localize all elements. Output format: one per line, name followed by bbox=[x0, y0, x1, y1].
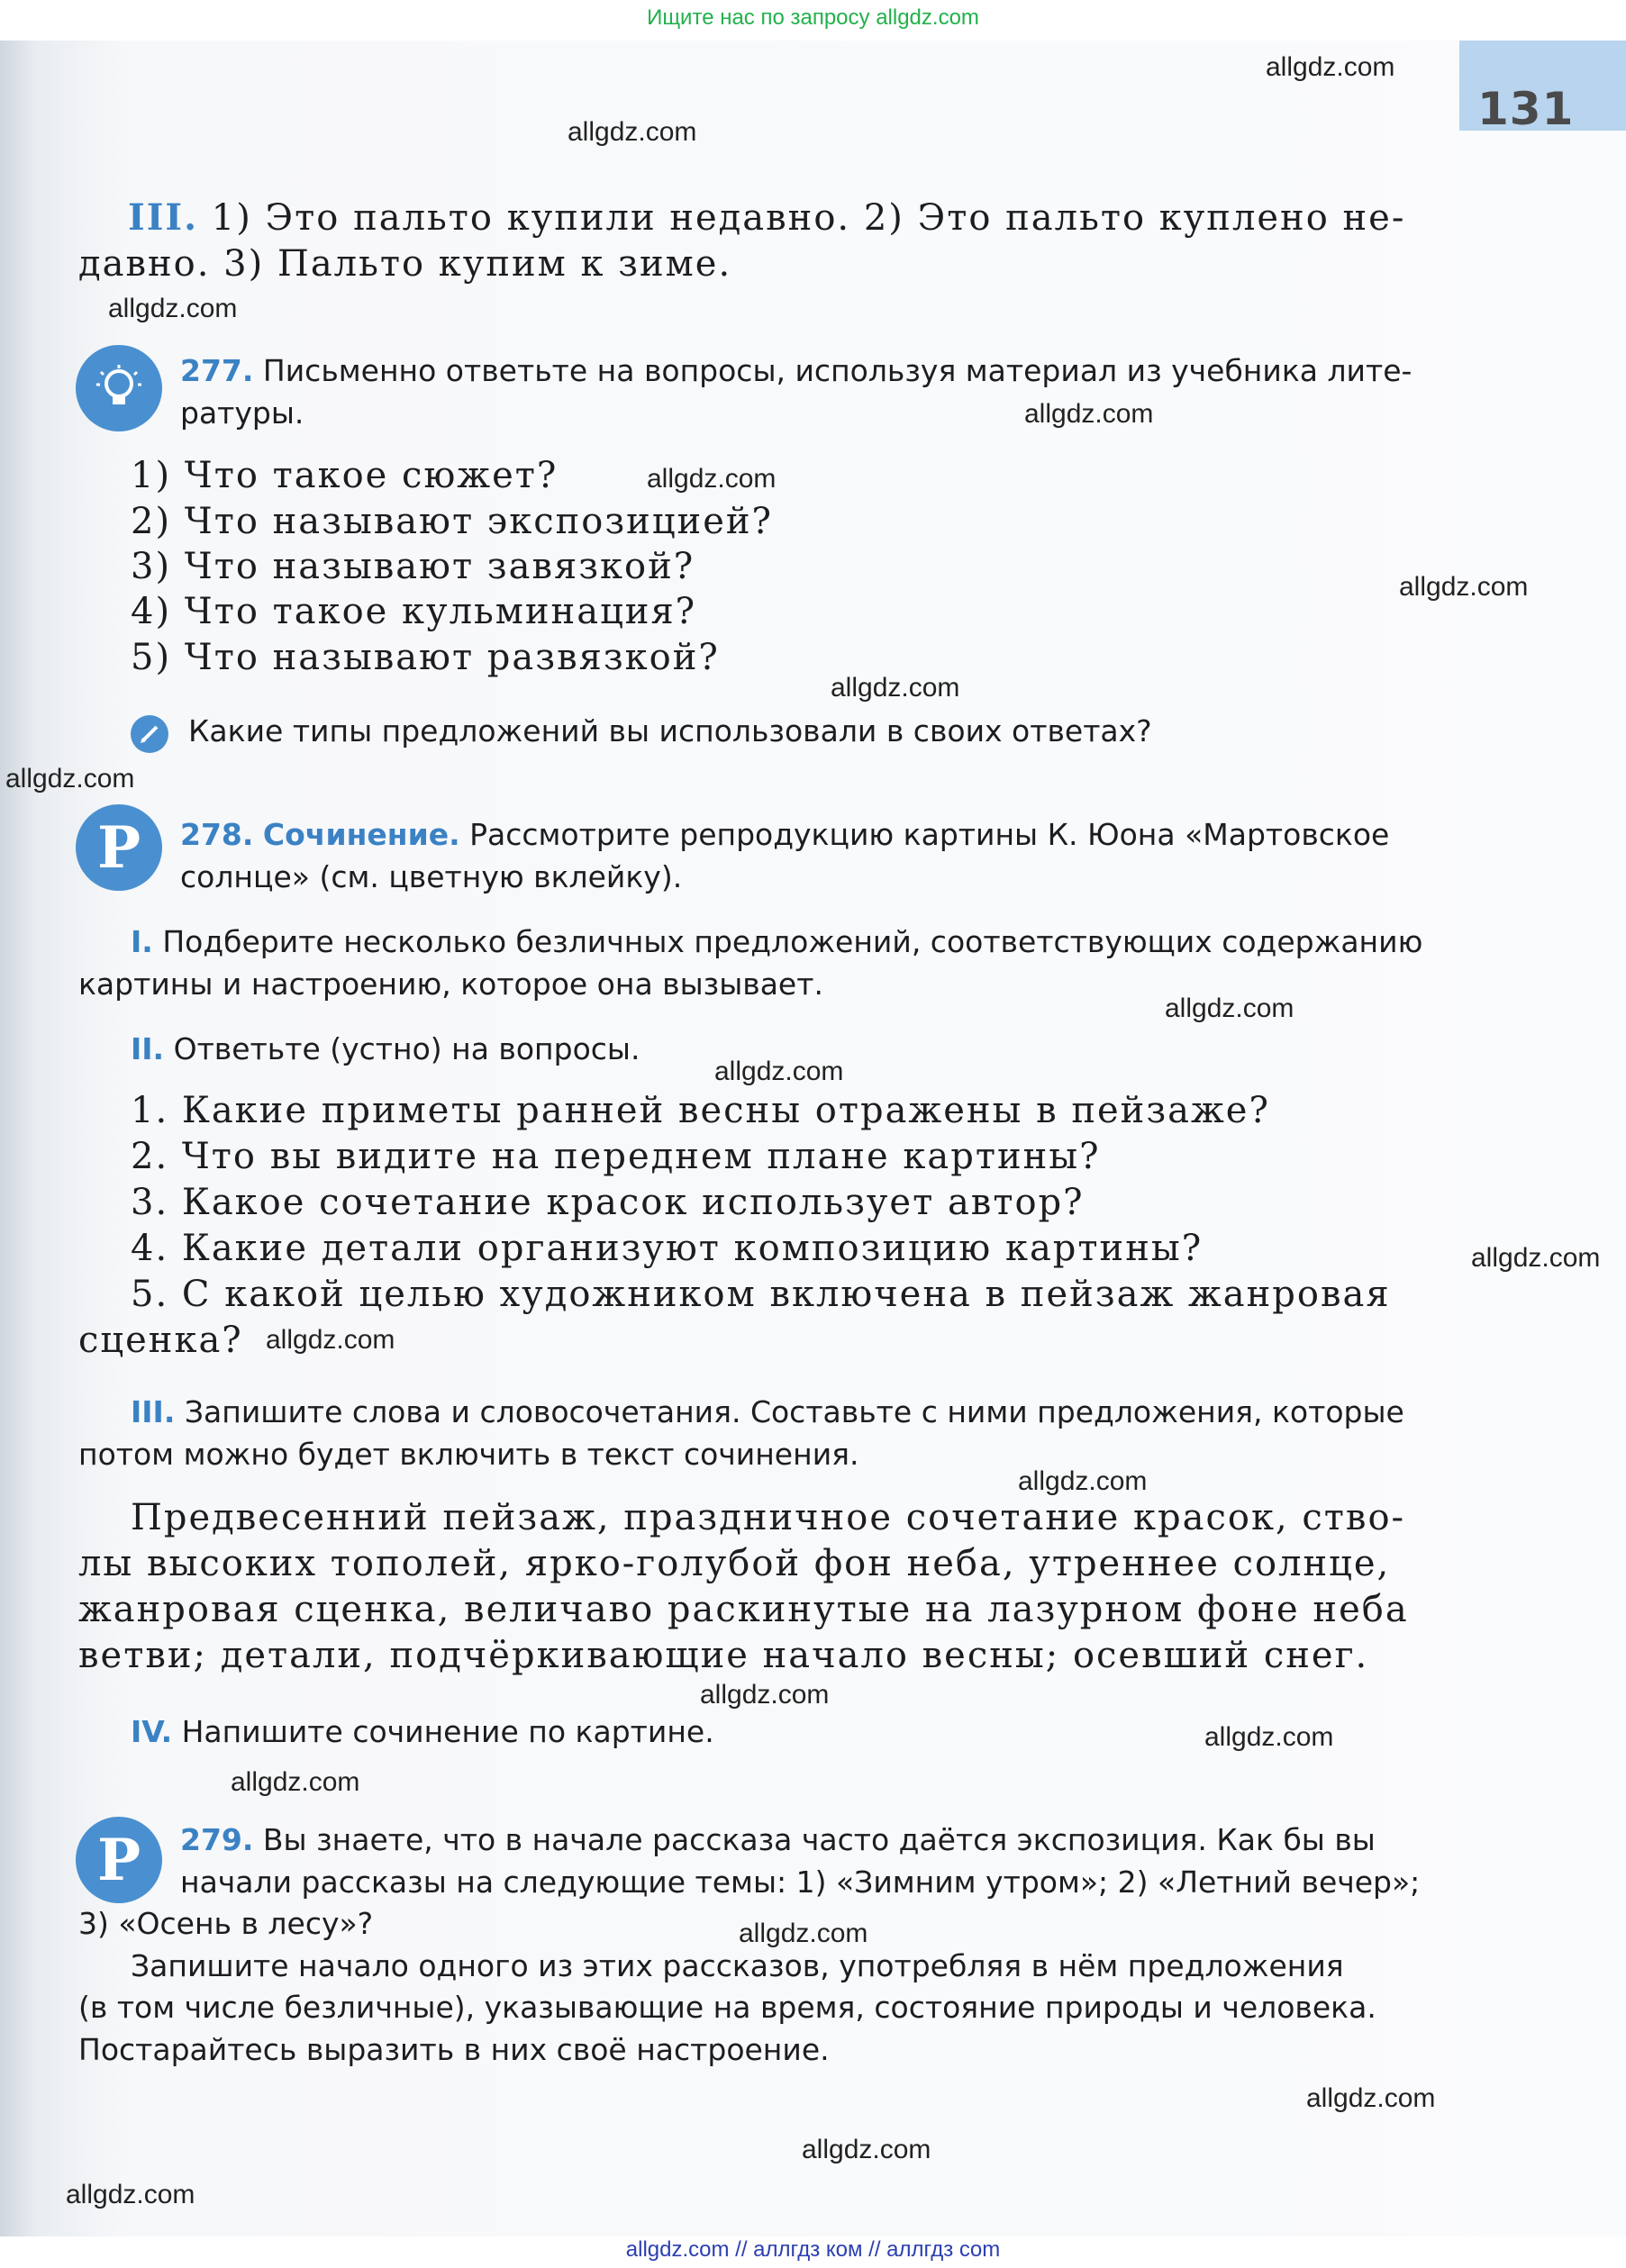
watermark-text: allgdz.com bbox=[1024, 399, 1154, 429]
ex278-title: Сочинение. bbox=[262, 817, 460, 852]
ex278-part3-line2: потом можно будет включить в текст сочинения. bbox=[78, 1437, 859, 1472]
ex278-part2 bbox=[131, 1031, 640, 1066]
section-iii-label: III. bbox=[128, 196, 199, 239]
ex277-text1: Письменно ответьте на вопросы, используя материал из учебника лите- bbox=[262, 353, 1413, 388]
section-iii-line1 bbox=[128, 196, 1405, 239]
ex277-question: 4) Что такое кульминация? bbox=[131, 591, 697, 632]
ex277-number: 277. bbox=[180, 353, 254, 388]
ex279-number: 279. bbox=[180, 1822, 254, 1857]
watermark-text: allgdz.com bbox=[568, 117, 697, 147]
r-badge-letter: Р bbox=[96, 1826, 141, 1894]
ex278-words-line: Предвесенний пейзаж, праздничное сочетание красок, ство- bbox=[131, 1497, 1406, 1538]
part2-text: Ответьте (устно) на вопросы. bbox=[173, 1031, 640, 1066]
watermark-text: allgdz.com bbox=[1018, 1466, 1148, 1496]
watermark-text: allgdz.com bbox=[5, 764, 135, 794]
ex279-line1 bbox=[180, 1822, 1376, 1857]
watermark-text: allgdz.com bbox=[714, 1057, 844, 1086]
ex278-question: 1. Какие приметы ранней весны отражены в пейзаже? bbox=[131, 1090, 1270, 1131]
watermark-text: allgdz.com bbox=[1306, 2083, 1436, 2113]
ex278-line1 bbox=[180, 817, 1389, 852]
watermark-text: allgdz.com bbox=[831, 673, 960, 703]
watermark-text: allgdz.com bbox=[647, 464, 777, 494]
ex278-words-line: ветви; детали, подчёркивающие начало весны; осевший снег. bbox=[78, 1635, 1369, 1676]
ex277-line2: ратуры. bbox=[180, 395, 304, 431]
watermark-text: allgdz.com bbox=[1266, 52, 1395, 82]
ex277-note: Какие типы предложений вы использовали в своих ответах? bbox=[188, 713, 1152, 748]
ex278-question: 4. Какие детали организуют композицию картины? bbox=[131, 1228, 1204, 1269]
watermark-text: allgdz.com bbox=[108, 294, 238, 323]
watermark-text: allgdz.com bbox=[231, 1767, 360, 1797]
ex278-text1: Рассмотрите репродукцию картины К. Юона «Мартовское bbox=[469, 817, 1390, 852]
ex277-line1 bbox=[180, 353, 1412, 388]
ex277-question: 2) Что называют экспозицией? bbox=[131, 501, 773, 542]
part2-label: II. bbox=[131, 1031, 165, 1066]
watermark-text: allgdz.com bbox=[66, 2180, 195, 2209]
bottom-banner[interactable]: allgdz.com // аллгдз ком // аллгдз com bbox=[625, 2237, 1001, 2262]
ex278-part4 bbox=[131, 1714, 714, 1749]
ex277-question: 5) Что называют развязкой? bbox=[131, 637, 720, 678]
r-badge-icon bbox=[76, 1817, 162, 1903]
ex278-question: 3. Какое сочетание красок использует автор? bbox=[131, 1182, 1085, 1223]
part4-label: IV. bbox=[131, 1714, 173, 1749]
watermark-text: allgdz.com bbox=[1204, 1722, 1334, 1752]
ex278-part3-line1 bbox=[131, 1394, 1404, 1429]
watermark-text: allgdz.com bbox=[739, 1919, 868, 1948]
part1-text: Подберите несколько безличных предложений, соответствующих содержанию bbox=[162, 924, 1423, 959]
watermark-text: allgdz.com bbox=[1399, 572, 1529, 602]
watermark-text: allgdz.com bbox=[266, 1325, 395, 1355]
r-badge-icon bbox=[76, 804, 162, 891]
watermark-text: allgdz.com bbox=[1165, 993, 1294, 1023]
ex279-line2: начали рассказы на следующие темы: 1) «Зимним утром»; 2) «Летний вечер»; bbox=[180, 1864, 1421, 1900]
page-number: 131 bbox=[1477, 83, 1575, 135]
ex278-question: 2. Что вы видите на переднем плане картины? bbox=[131, 1136, 1101, 1177]
ex278-number: 278. bbox=[180, 817, 254, 852]
ex278-question5-cont: сценка? bbox=[78, 1320, 243, 1361]
ex278-part1-line2: картины и настроению, которое она вызывает. bbox=[78, 966, 823, 1002]
part4-text: Напишите сочинение по картине. bbox=[181, 1714, 714, 1749]
part3-label: III. bbox=[131, 1394, 176, 1429]
watermark-text: allgdz.com bbox=[802, 2135, 931, 2164]
lightbulb-icon bbox=[76, 345, 162, 431]
section-iii-line2: давно. 3) Пальто купим к зиме. bbox=[78, 243, 732, 285]
ex279-text1: Вы знаете, что в начале рассказа часто даётся экспозиция. Как бы вы bbox=[262, 1822, 1376, 1857]
ex279-line6: Постарайтесь выразить в них своё настроение. bbox=[78, 2032, 830, 2067]
ex278-question: 5. С какой целью художником включена в пейзаж жанровая bbox=[131, 1274, 1391, 1315]
r-badge-letter: Р bbox=[96, 813, 141, 882]
ex277-question: 1) Что такое сюжет? bbox=[131, 455, 559, 496]
watermark-text: allgdz.com bbox=[700, 1680, 830, 1710]
watermark-text: allgdz.com bbox=[1471, 1243, 1601, 1273]
ex277-question: 3) Что называют завязкой? bbox=[131, 546, 695, 587]
ex279-line4: Запишите начало одного из этих рассказов, употребляя в нём предложения bbox=[131, 1948, 1344, 1983]
pencil-icon bbox=[131, 715, 168, 753]
top-banner[interactable]: Ищите нас по запросу allgdz.com bbox=[647, 5, 979, 30]
part1-label: I. bbox=[131, 924, 153, 959]
ex278-words-line: жанровая сценка, величаво раскинутые на лазурном фоне неба bbox=[78, 1589, 1409, 1630]
part3-text: Запишите слова и словосочетания. Составьте с ними предложения, которые bbox=[184, 1394, 1404, 1429]
ex278-words-line: лы высоких тополей, ярко-голубой фон неба, утреннее солнце, bbox=[78, 1543, 1391, 1584]
ex279-line5: (в том числе безличные), указывающие на время, состояние природы и человека. bbox=[78, 1990, 1376, 2025]
ex278-line2: солнце» (см. цветную вклейку). bbox=[180, 859, 683, 894]
section-iii-text1: 1) Это пальто купили недавно. 2) Это пальто куплено не- bbox=[211, 197, 1406, 239]
ex278-part1-line1 bbox=[131, 924, 1422, 959]
ex279-line3: 3) «Осень в лесу»? bbox=[78, 1906, 374, 1941]
